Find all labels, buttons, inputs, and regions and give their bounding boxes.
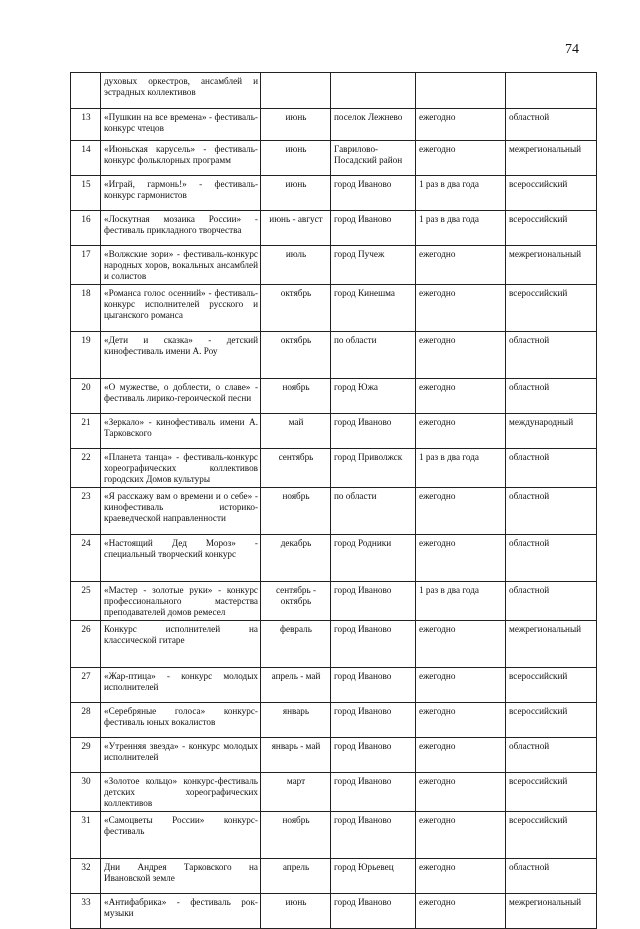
table-row	[71, 859, 597, 894]
row-number-cell: 23	[71, 488, 101, 535]
event-frequency-cell: ежегодно	[416, 379, 506, 414]
event-name-cell: «Самоцветы России» конкурс-фестиваль	[101, 812, 261, 859]
event-level-cell: межрегиональный	[506, 894, 597, 929]
row-number-cell: 16	[71, 211, 101, 246]
row-number-cell: 21	[71, 414, 101, 449]
event-level-cell: всероссийский	[506, 773, 597, 812]
event-name-cell: «Лоскутная мозаика России» - фестиваль прикладного творчества	[101, 211, 261, 246]
event-date-cell: ноябрь	[261, 488, 331, 535]
table-row	[71, 621, 597, 668]
event-date-cell: июнь	[261, 176, 331, 211]
event-level-cell: межрегиональный	[506, 246, 597, 285]
event-place-cell: город Родники	[331, 535, 416, 582]
event-place-cell: город Иваново	[331, 773, 416, 812]
row-number-cell: 14	[71, 141, 101, 176]
event-name-cell: «Пушкин на все времена» - фестиваль-конкурс чтецов	[101, 109, 261, 141]
event-name-cell: Дни Андрея Тарковского на Ивановской земле	[101, 859, 261, 894]
event-name-cell: «Планета танца» - фестиваль-конкурс хореографических коллективов городских Домов культуры	[101, 449, 261, 488]
event-date-cell: декабрь	[261, 535, 331, 582]
event-frequency-cell: ежегодно	[416, 859, 506, 894]
event-level-cell: областной	[506, 109, 597, 141]
event-name-cell: «Настоящий Дед Мороз» - специальный творческий конкурс	[101, 535, 261, 582]
row-number-cell: 29	[71, 738, 101, 773]
event-place-cell: город Южа	[331, 379, 416, 414]
event-name-cell: «Мастер - золотые руки» - конкурс профессионального мастерства преподавателей домов ремесел	[101, 582, 261, 621]
event-frequency-cell: ежегодно	[416, 414, 506, 449]
event-date-cell: июнь	[261, 141, 331, 176]
row-number-cell: 26	[71, 621, 101, 668]
event-level-cell: областной	[506, 332, 597, 379]
table-row	[71, 773, 597, 812]
event-level-cell: всероссийский	[506, 285, 597, 332]
event-place-cell: город Иваново	[331, 703, 416, 738]
event-frequency-cell: ежегодно	[416, 668, 506, 703]
event-frequency-cell: 1 раз в два года	[416, 449, 506, 488]
page-number: 74	[565, 42, 579, 57]
event-frequency-cell: 1 раз в два года	[416, 176, 506, 211]
event-place-cell	[331, 73, 416, 109]
table-row	[71, 668, 597, 703]
event-place-cell: поселок Лежнево	[331, 109, 416, 141]
event-place-cell: город Иваново	[331, 738, 416, 773]
event-name-cell: «Июньская карусель» - фестиваль-конкурс фольклорных программ	[101, 141, 261, 176]
table-row	[71, 246, 597, 285]
event-name-cell: «Волжские зори» - фестиваль-конкурс народных хоров, вокальных ансамблей и солистов	[101, 246, 261, 285]
row-number-cell: 19	[71, 332, 101, 379]
event-frequency-cell: 1 раз в два года	[416, 582, 506, 621]
event-place-cell: город Иваново	[331, 211, 416, 246]
event-frequency-cell	[416, 73, 506, 109]
event-date-cell: январь	[261, 703, 331, 738]
event-place-cell: город Юрьевец	[331, 859, 416, 894]
event-frequency-cell: ежегодно	[416, 141, 506, 176]
table-row	[71, 488, 597, 535]
table-row	[71, 414, 597, 449]
event-place-cell: Гаврилово-Посадский район	[331, 141, 416, 176]
table-row	[71, 894, 597, 929]
event-level-cell	[506, 73, 597, 109]
table-row	[71, 449, 597, 488]
event-name-cell: «Серебряные голоса» конкурс-фестиваль юных вокалистов	[101, 703, 261, 738]
event-place-cell: город Иваново	[331, 582, 416, 621]
event-level-cell: всероссийский	[506, 812, 597, 859]
event-name-cell: «Зеркало» - кинофестиваль имени А. Тарковского	[101, 414, 261, 449]
event-place-cell: город Пучеж	[331, 246, 416, 285]
event-date-cell: апрель	[261, 859, 331, 894]
event-place-cell: город Кинешма	[331, 285, 416, 332]
event-level-cell: областной	[506, 582, 597, 621]
event-date-cell: ноябрь	[261, 379, 331, 414]
event-frequency-cell: ежегодно	[416, 894, 506, 929]
row-number-cell	[71, 73, 101, 109]
table-row	[71, 703, 597, 738]
event-frequency-cell: ежегодно	[416, 246, 506, 285]
table-row	[71, 332, 597, 379]
event-date-cell	[261, 73, 331, 109]
table-row	[71, 109, 597, 141]
event-place-cell: город Иваново	[331, 894, 416, 929]
table-row	[71, 738, 597, 773]
event-place-cell: по области	[331, 332, 416, 379]
row-number-cell: 25	[71, 582, 101, 621]
event-level-cell: областной	[506, 859, 597, 894]
table-row	[71, 285, 597, 332]
event-frequency-cell: 1 раз в два года	[416, 211, 506, 246]
event-level-cell: всероссийский	[506, 703, 597, 738]
table-row	[71, 582, 597, 621]
event-name-cell: Конкурс исполнителей на классической гитаре	[101, 621, 261, 668]
row-number-cell: 30	[71, 773, 101, 812]
event-date-cell: октябрь	[261, 285, 331, 332]
event-level-cell: межрегиональный	[506, 141, 597, 176]
event-date-cell: сентябрь	[261, 449, 331, 488]
table-row	[71, 176, 597, 211]
row-number-cell: 28	[71, 703, 101, 738]
event-level-cell: областной	[506, 535, 597, 582]
row-number-cell: 17	[71, 246, 101, 285]
event-frequency-cell: ежегодно	[416, 109, 506, 141]
row-number-cell: 20	[71, 379, 101, 414]
event-place-cell: город Иваново	[331, 176, 416, 211]
row-number-cell: 24	[71, 535, 101, 582]
event-level-cell: всероссийский	[506, 211, 597, 246]
event-name-cell: духовых оркестров, ансамблей и эстрадных коллективов	[101, 73, 261, 109]
table-row	[71, 812, 597, 859]
table-row	[71, 211, 597, 246]
event-date-cell: ноябрь	[261, 812, 331, 859]
event-name-cell: «О мужестве, о доблести, о славе» - фестиваль лирико-героической песни	[101, 379, 261, 414]
row-number-cell: 15	[71, 176, 101, 211]
event-place-cell: город Приволжск	[331, 449, 416, 488]
event-place-cell: город Иваново	[331, 668, 416, 703]
event-date-cell: январь - май	[261, 738, 331, 773]
event-name-cell: «Играй, гармонь!» - фестиваль-конкурс гармонистов	[101, 176, 261, 211]
event-frequency-cell: ежегодно	[416, 738, 506, 773]
event-frequency-cell: ежегодно	[416, 703, 506, 738]
event-level-cell: областной	[506, 488, 597, 535]
event-date-cell: апрель - май	[261, 668, 331, 703]
table-row	[71, 535, 597, 582]
event-date-cell: июнь - август	[261, 211, 331, 246]
event-date-cell: сентябрь - октябрь	[261, 582, 331, 621]
event-frequency-cell: ежегодно	[416, 285, 506, 332]
event-frequency-cell: ежегодно	[416, 773, 506, 812]
event-name-cell: «Романса голос осенний» - фестиваль-конкурс исполнителей русского и цыганского романса	[101, 285, 261, 332]
event-date-cell: май	[261, 414, 331, 449]
event-place-cell: город Иваново	[331, 812, 416, 859]
event-date-cell: июнь	[261, 894, 331, 929]
row-number-cell: 18	[71, 285, 101, 332]
event-name-cell: «Жар-птица» - конкурс молодых исполнителей	[101, 668, 261, 703]
event-frequency-cell: ежегодно	[416, 621, 506, 668]
event-level-cell: межрегиональный	[506, 621, 597, 668]
event-place-cell: город Иваново	[331, 621, 416, 668]
event-level-cell: международный	[506, 414, 597, 449]
event-date-cell: июнь	[261, 109, 331, 141]
event-name-cell: «Дети и сказка» - детский кинофестиваль имени А. Роу	[101, 332, 261, 379]
table-row	[71, 73, 597, 109]
event-frequency-cell: ежегодно	[416, 332, 506, 379]
row-number-cell: 32	[71, 859, 101, 894]
event-frequency-cell: ежегодно	[416, 812, 506, 859]
event-date-cell: июль	[261, 246, 331, 285]
event-name-cell: «Золотое кольцо» конкурс-фестиваль детских хореографических коллективов	[101, 773, 261, 812]
event-frequency-cell: ежегодно	[416, 488, 506, 535]
event-date-cell: февраль	[261, 621, 331, 668]
row-number-cell: 13	[71, 109, 101, 141]
event-level-cell: всероссийский	[506, 176, 597, 211]
events-table	[70, 72, 597, 929]
event-frequency-cell: ежегодно	[416, 535, 506, 582]
event-place-cell: город Иваново	[331, 414, 416, 449]
event-name-cell: «Утренняя звезда» - конкурс молодых исполнителей	[101, 738, 261, 773]
row-number-cell: 33	[71, 894, 101, 929]
table-row	[71, 379, 597, 414]
event-date-cell: март	[261, 773, 331, 812]
event-level-cell: областной	[506, 738, 597, 773]
row-number-cell: 22	[71, 449, 101, 488]
event-place-cell: по области	[331, 488, 416, 535]
row-number-cell: 31	[71, 812, 101, 859]
event-level-cell: областной	[506, 449, 597, 488]
row-number-cell: 27	[71, 668, 101, 703]
event-name-cell: «Я расскажу вам о времени и о себе» - кинофестиваль историко-краеведческой направленности	[101, 488, 261, 535]
table-row	[71, 141, 597, 176]
event-level-cell: всероссийский	[506, 668, 597, 703]
event-name-cell: «Антифабрика» - фестиваль рок-музыки	[101, 894, 261, 929]
event-level-cell: областной	[506, 379, 597, 414]
event-date-cell: октябрь	[261, 332, 331, 379]
